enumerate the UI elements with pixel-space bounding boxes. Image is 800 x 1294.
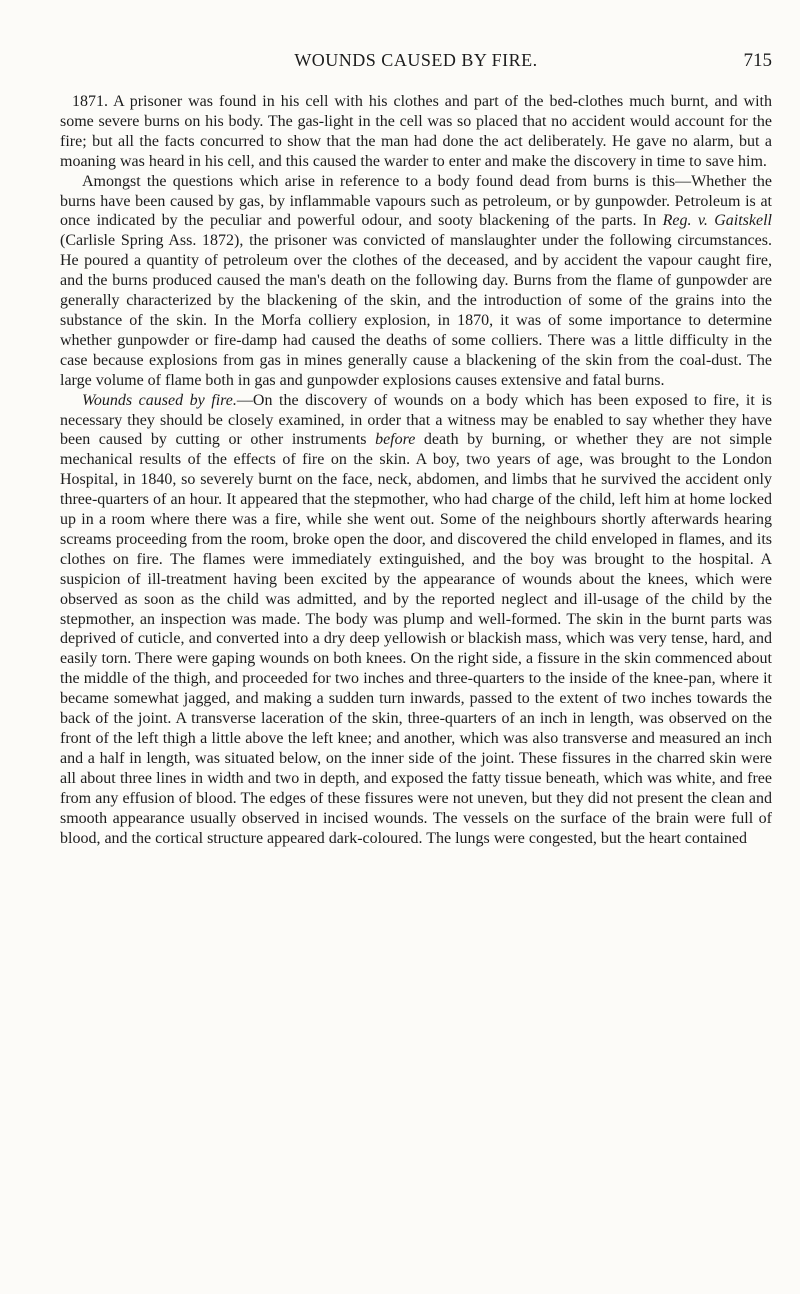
emphasis-word: before: [375, 431, 416, 449]
paragraph-text: 1871. A prisoner was found in his cell with his clothes and part of the bed-clothes much burnt, and with some severe burns on his body. The gas-light in the cell was so placed that no accident would account for the fire; but all the facts concurred to show that the man had done the act deliberately. He gave no alarm, but a moaning was heard in his cell, and this caused the warder to enter and make the discovery in time to save him.: [60, 93, 772, 170]
case-citation: Reg. v. Gaitskell: [662, 212, 772, 230]
paragraph-text: (Carlisle Spring Ass. 1872), the prisoner was convicted of manslaughter under the following circumstances. He poured a quantity of petroleum over the clothes of the deceased, and by accident the vapour caught fire, and the burns produced caused the man's death on the following day. Burns from the flame of gunpowder are generally characterized by the blackening of the skin, and the introduction of some of the grains into the substance of the skin. In the Morfa colliery explosion, in 1870, it was of some importance to determine whether gunpowder or fire-damp had caused the deaths of some colliers. There was a little difficulty in the case because explosions from gas in mines generally cause a blackening of the skin from the coal-dust. The large volume of flame both in gas and gunpowder explosions causes extensive and fatal burns.: [60, 232, 772, 389]
body-text: [60, 92, 772, 848]
paragraph-wounds-by-fire: [60, 391, 772, 849]
paragraph-burn-causes: [60, 172, 772, 391]
page-number: 715: [743, 50, 772, 71]
paragraph-text: —On the discovery of wounds on a body which has been exposed to fire, it is necessary they should be closely examined, in order that a witness may be enabled to say whether they have been caused by cutting or other instruments: [60, 391, 772, 449]
section-heading: Wounds caused by fire.: [82, 391, 237, 409]
paragraph-text: death by burning, or whether they are not simple mechanical results of the effects of fire on the skin. A boy, two years of age, was brought to the London Hospital, in 1840, so severely burnt on the face, neck, abdomen, and limbs that he survived the accident only three-quarters of an hour. It appeared that the stepmother, who had charge of the child, left him at home locked up in a room where there was a fire, while she went out. Some of the neighbours shortly afterwards hearing screams proceeding from the room, broke open the door, and discovered the child enveloped in flames, and its clothes on fire. The flames were immediately extinguished, and the boy was brought to the hospital. A suspicion of ill-treatment having been excited by the appearance of wounds about the knees, which were observed as soon as the child was admitted, and by the reported neglect and ill-usage of the child by the stepmother, an inspection was made. The body was plump and well-formed. The skin in the burnt parts was deprived of cuticle, and converted into a dry deep yellowish or blackish mass, which was very tense, hard, and easily torn. There were gaping wounds on both knees. On the right side, a fissure in the skin commenced about the middle of the thigh, and proceeded for two inches and three-quarters to the inside of the knee-pan, where it became somewhat jagged, and making a sudden turn inwards, passed to the extent of two inches towards the back of the joint. A transverse laceration of the skin, three-quarters of an inch in length, was observed on the front of the left thigh a little above the left knee; and another, which was also transverse and measured an inch and a half in length, was situated below, on the inner side of the joint. These fissures in the charred skin were all about three lines in width and two in depth, and exposed the fatty tissue beneath, which was white, and free from any effusion of blood. The edges of these fissures were not uneven, but they did not present the clean and smooth appearance usually observed in incised wounds. The vessels on the surface of the brain were full of blood, and the cortical structure appeared dark-coloured. The lungs were congested, but the heart contained: [60, 431, 773, 847]
paragraph-prisoner-case: [60, 92, 772, 172]
paragraph-text: Amongst the questions which arise in reference to a body found dead from burns is this—Whether the burns have been caused by gas, by inflammable vapours such as petroleum, or by gunpowder. Petroleum is at once indicated by the peculiar and powerful odour, and sooty blackening of the parts. In: [60, 172, 772, 230]
page-header: [60, 50, 772, 74]
running-head: WOUNDS CAUSED BY FIRE.: [294, 50, 538, 70]
